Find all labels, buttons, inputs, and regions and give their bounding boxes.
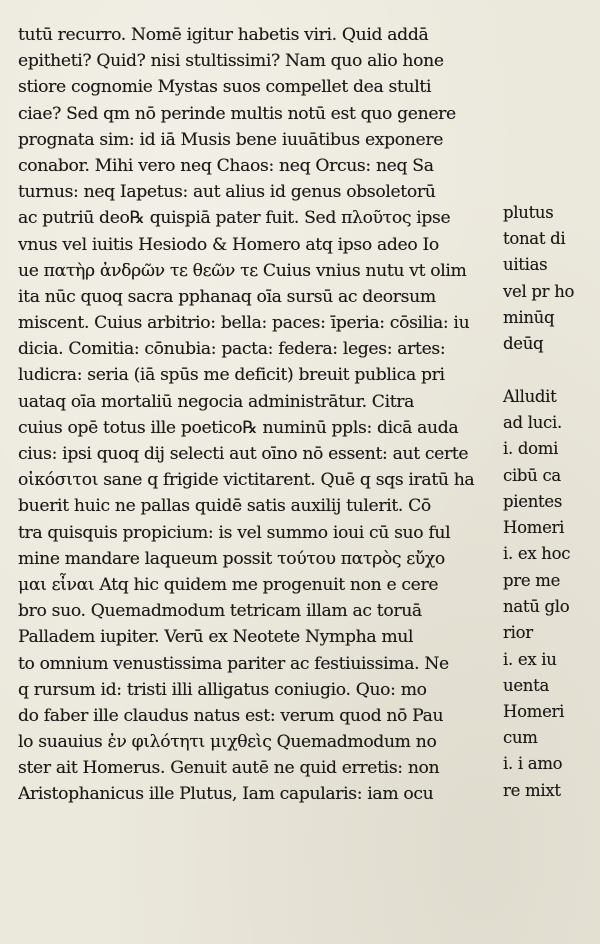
text-line: ludicra: seria (iā spūs me deficit) breuit publica pri — [18, 365, 445, 386]
text-line: q rursum id: tristi illi alligatus coniugio. Quo: mo — [18, 679, 427, 700]
text-line: cuius opē totus ille poetico℞ numinū ppls: dicā auda — [18, 417, 459, 438]
text-line: lo suauius ἐν φιλότητι μιχθεὶς Quemadmodum no — [18, 732, 437, 753]
text-line: miscent. Cuius arbitrio: bella: paces: īperia: cōsilia: iu — [18, 313, 470, 334]
text-line: do faber ille claudus natus est: verum quod nō Pau — [18, 705, 444, 726]
marginal-line: uenta — [503, 675, 549, 695]
text-line: uataq oīa mortaliū negocia administrātur. Citra — [18, 391, 415, 412]
marginal-line: i. i amo — [503, 754, 563, 774]
marginal-note-plutus — [503, 200, 574, 357]
marginal-line: cum — [503, 728, 538, 748]
text-line: conabor. Mihi vero neq Chaos: neq Orcus: neq Sa — [18, 155, 434, 176]
marginal-line: pientes — [503, 491, 562, 511]
text-line: ciae? Sed qm nō perinde multis notū est quo genere — [18, 103, 456, 124]
marginal-line: uitias — [503, 255, 548, 275]
marginal-line: rior — [503, 623, 533, 643]
marginal-line: plutus — [503, 203, 554, 222]
text-line: tutū recurro. Nomē igitur habetis viri. Quid addā — [18, 25, 429, 45]
text-line: to omnium venustissima pariter ac festiuissima. Ne — [18, 653, 449, 674]
marginal-line: i. domi — [503, 439, 559, 459]
text-line: bro suo. Quemadmodum tetricam illam ac toruā — [18, 601, 422, 622]
marginal-line: cibū ca — [503, 465, 561, 485]
main-text-column — [18, 22, 502, 808]
marginal-line: minūq — [503, 307, 555, 327]
text-line: Palladem iupiter. Verū ex Neotete Nympha mul — [18, 627, 414, 648]
marginal-note-alludit — [503, 384, 570, 567]
text-line: dicia. Comitia: cōnubia: pacta: federa: leges: artes: — [18, 339, 446, 360]
marginal-line: natū glo — [503, 597, 570, 617]
marginal-line: vel pr ho — [503, 281, 575, 301]
marginal-line: i. ex hoc — [503, 544, 571, 564]
marginal-note-prime — [503, 568, 569, 804]
marginal-line: pre me — [503, 571, 561, 590]
text-line: stiore cognomie Mystas suos compellet dea stulti — [18, 77, 432, 98]
text-line: cius: ipsi quoq dij selecti aut oīno nō essent: aut certe — [18, 444, 469, 464]
marginal-line: tonat di — [503, 229, 566, 249]
marginal-line: deūq — [503, 333, 544, 353]
marginal-line: ad luci. — [503, 413, 562, 433]
text-line: ster ait Homerus. Genuit autē ne quid erretis: non — [18, 758, 440, 779]
marginal-line: re mixt — [503, 780, 561, 800]
text-line: ac putriū deo℞ quispiā pater fuit. Sed πλοῦτος ipse — [18, 208, 451, 229]
text-line: turnus: neq Iapetus: aut alius id genus obsoletorū — [18, 182, 436, 203]
marginal-line: Alludit — [503, 387, 557, 406]
text-line: ita nūc quoq sacra pphanaq oīa sursū ac deorsum — [18, 286, 436, 307]
text-line: μαι εἶναι Atq hic quidem me progenuit non e cere — [18, 574, 439, 595]
text-line: buerit huic ne pallas quidē satis auxilij tulerit. Cō — [18, 496, 431, 517]
text-line: epitheti? Quid? nisi stultissimi? Nam quo alio hone — [18, 51, 444, 72]
text-line: mine mandare laqueum possit τούτου πατρὸς εὔχο — [18, 548, 445, 569]
marginal-line: i. ex iu — [503, 649, 557, 669]
text-line: Aristophanicus ille Plutus, Iam capularis: iam ocu — [18, 784, 434, 805]
text-line: οἰκόσιτοι sane q frigide victitarent. Quē q sqs iratū ha — [18, 470, 475, 491]
text-line: vnus vel iuitis Hesiodo & Homero atq ipso adeo Io — [18, 234, 439, 255]
text-line: ue πατὴρ ἀνδρῶν τε θεῶν τε Cuius vnius nutu vt olim — [18, 260, 467, 281]
text-line: prognata sim: id iā Musis bene iuuātibus exponere — [18, 129, 444, 150]
text-line: tra quisquis propicium: is vel summo ioui cū suo ful — [18, 522, 451, 543]
marginal-line: Homeri — [503, 701, 565, 721]
marginal-line: Homeri — [503, 517, 565, 537]
